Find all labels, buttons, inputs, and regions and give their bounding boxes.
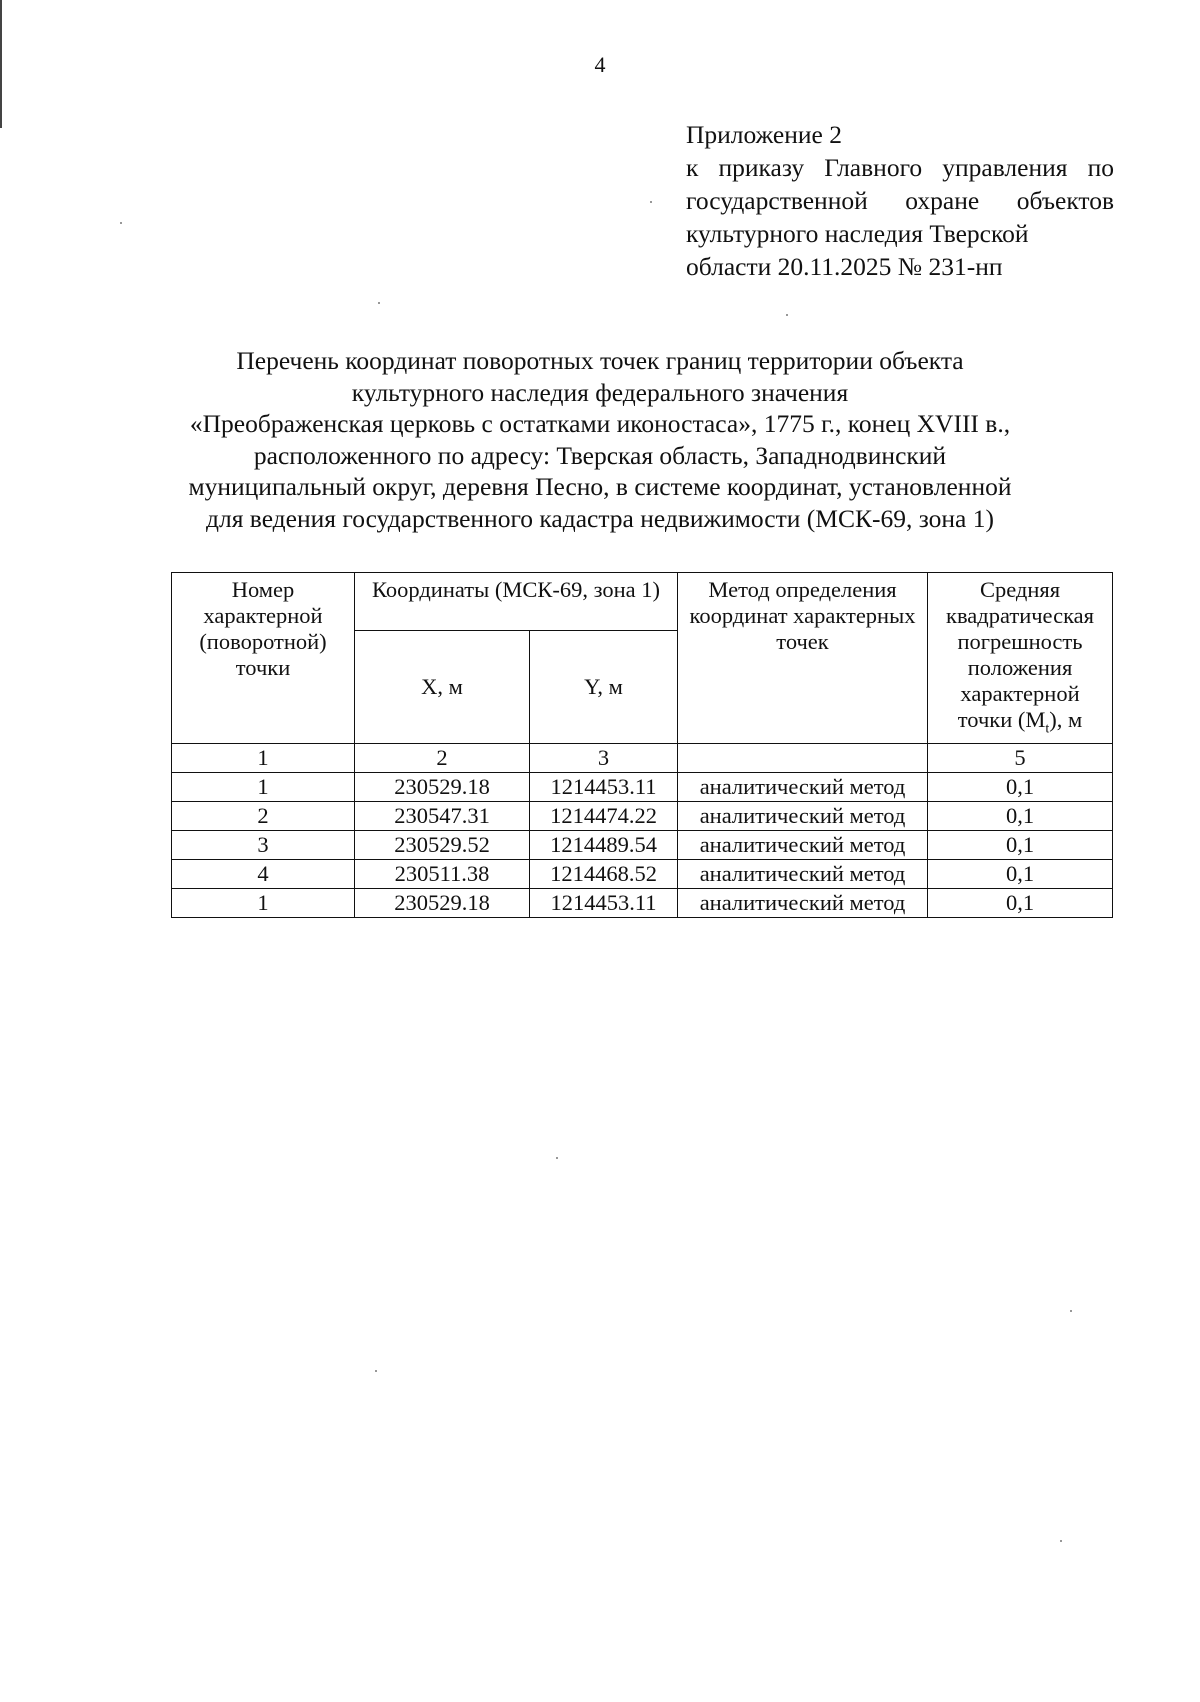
cell-error: 0,1 (928, 772, 1113, 801)
cell-point: 2 (172, 801, 355, 830)
cell-method: аналитический метод (678, 859, 928, 888)
cell-x: 230529.18 (355, 772, 530, 801)
cell-method: аналитический метод (678, 801, 928, 830)
header-error-subscript: t (1045, 721, 1050, 737)
header-y: Y, м (530, 630, 678, 743)
cell-error: 0,1 (928, 801, 1113, 830)
heading-line: для ведения государственного кадастра недвижимости (МСК-69, зона 1) (206, 503, 994, 533)
document-heading (150, 345, 1050, 534)
header-error-text: Средняя квадратическая погрешность положения характерной точки (M (946, 577, 1095, 732)
table-row (172, 888, 1113, 917)
column-numbers-row (172, 743, 1113, 772)
cell-y: 1214453.11 (530, 888, 678, 917)
coordinates-table (171, 572, 1113, 918)
column-number (678, 743, 928, 772)
appendix-title: Приложение 2 (686, 120, 842, 149)
table-header-row (172, 573, 1113, 631)
scan-speck (786, 314, 788, 316)
appendix-date-number: области 20.11.2025 № 231-нп (686, 252, 1003, 281)
header-x: X, м (355, 630, 530, 743)
scan-speck (1070, 1310, 1072, 1312)
scan-speck (378, 302, 380, 304)
column-number: 2 (355, 743, 530, 772)
cell-point: 4 (172, 859, 355, 888)
scan-speck (375, 1370, 377, 1372)
scan-speck (650, 201, 652, 203)
scan-speck (1060, 1540, 1062, 1542)
table-row (172, 772, 1113, 801)
header-error (928, 573, 1113, 744)
appendix-body: к приказу Главного управления по государственной охране объектов культурного наследия Тверской (686, 153, 1114, 248)
cell-y: 1214474.22 (530, 801, 678, 830)
heading-line: расположенного по адресу: Тверская область, Западнодвинский (253, 440, 947, 470)
cell-method: аналитический метод (678, 772, 928, 801)
table-row (172, 859, 1113, 888)
cell-point: 1 (172, 772, 355, 801)
heading-line: «Преображенская церковь с остатками иконостаса», 1775 г., конец XVIII в., (189, 409, 1011, 438)
heading-line: культурного наследия федерального значения (351, 377, 849, 407)
table-row (172, 801, 1113, 830)
cell-y: 1214453.11 (530, 772, 678, 801)
cell-x: 230547.31 (355, 801, 530, 830)
scan-speck (120, 222, 122, 224)
header-method: Метод определения координат характерных точек (678, 573, 928, 744)
cell-x: 230529.52 (355, 830, 530, 859)
cell-y: 1214468.52 (530, 859, 678, 888)
cell-x: 230511.38 (355, 859, 530, 888)
table-row (172, 830, 1113, 859)
column-number: 3 (530, 743, 678, 772)
scan-edge-mark (0, 0, 2, 128)
column-number: 5 (928, 743, 1113, 772)
cell-method: аналитический метод (678, 888, 928, 917)
cell-point: 3 (172, 830, 355, 859)
page-number: 4 (594, 52, 606, 77)
cell-error: 0,1 (928, 859, 1113, 888)
cell-x: 230529.18 (355, 888, 530, 917)
column-number: 1 (172, 743, 355, 772)
cell-error: 0,1 (928, 888, 1113, 917)
cell-method: аналитический метод (678, 830, 928, 859)
scan-speck (556, 1157, 558, 1159)
heading-line: Перечень координат поворотных точек границ территории объекта (236, 346, 964, 375)
appendix-block (686, 118, 1114, 283)
cell-y: 1214489.54 (530, 830, 678, 859)
header-point-number: Номер характерной (поворотной) точки (172, 573, 355, 744)
header-error-unit: ), м (1049, 707, 1083, 732)
cell-error: 0,1 (928, 830, 1113, 859)
header-coordinates: Координаты (МСК-69, зона 1) (355, 573, 678, 631)
heading-line: муниципальный округ, деревня Песно, в системе координат, установленной (188, 472, 1012, 501)
cell-point: 1 (172, 888, 355, 917)
